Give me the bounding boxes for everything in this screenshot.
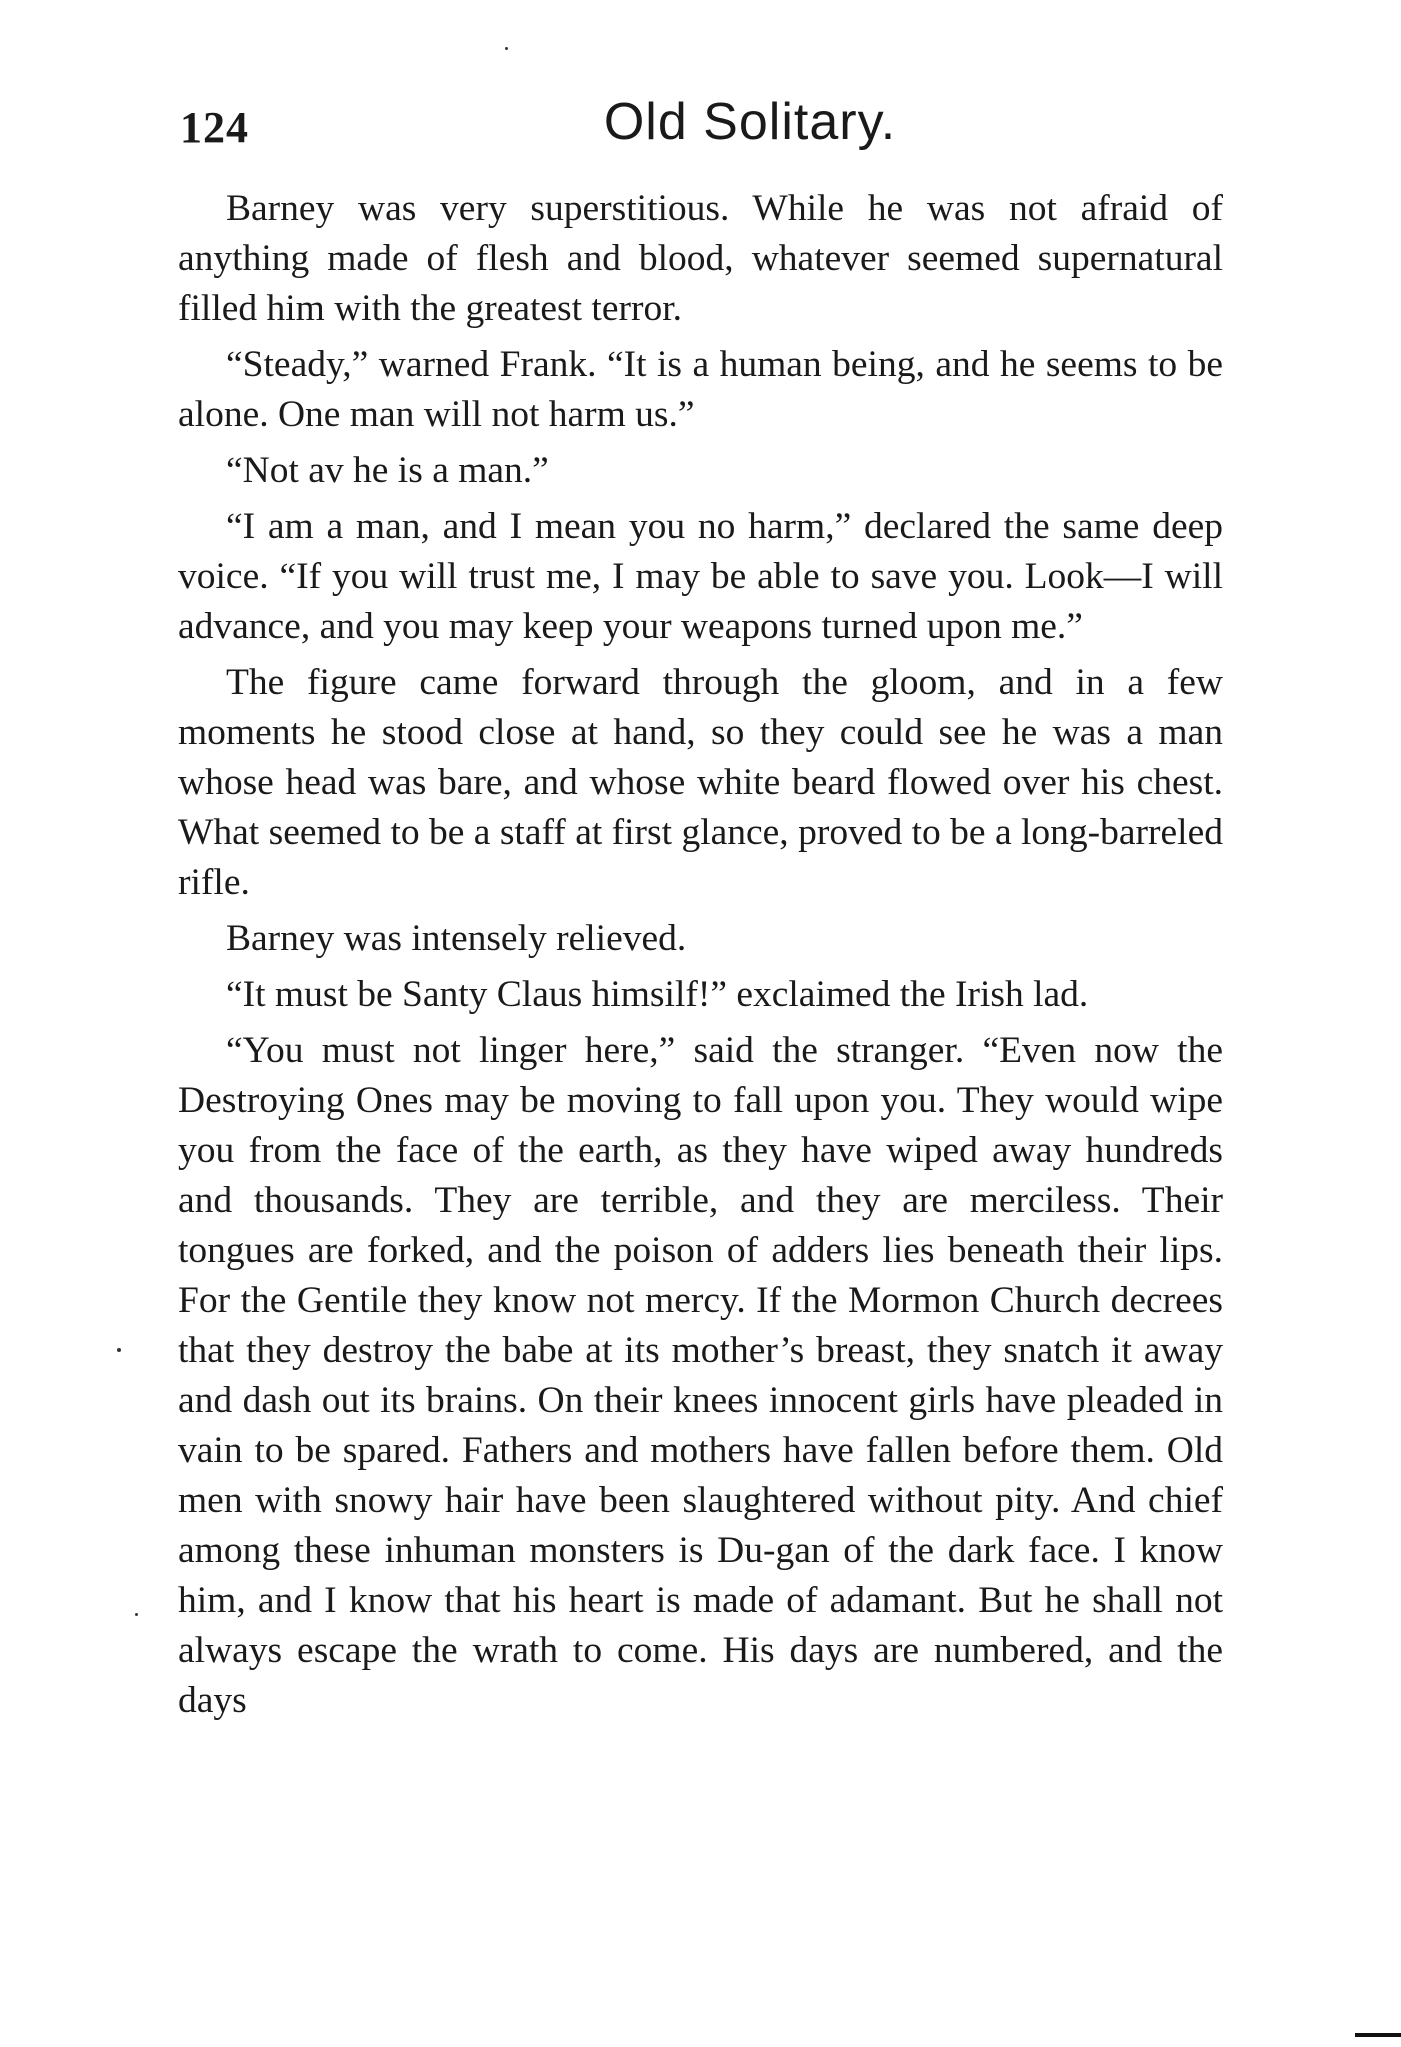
running-title: Old Solitary. (603, 93, 897, 151)
paragraph: “It must be Santy Claus himsilf!” exclaimed the Irish lad. (226, 974, 1089, 1015)
print-speck (135, 1613, 138, 1616)
paragraph: The figure came forward through the gloom, and in a few moments he stood close at hand, so they could see he was a man whose head was bare, and whose white beard flowed over his chest. What seemed to be a staff at first glance, proved to be a long-barreled rifle. (178, 662, 1223, 903)
body-text (178, 184, 1223, 1726)
print-speck (505, 47, 508, 50)
paragraph: “You must not linger here,” said the stranger. “Even now the Destroying Ones may be moving to fall upon you. They would wipe you from the face of the earth, as they have wiped away hundreds and thousands. They are terrible, and they are merciless. Their tongues are forked, and the poison of adders lies beneath their lips. For the Gentile they know not mercy. If the Mormon Church decrees that they destroy the babe at its mother’s breast, they snatch it away and dash out its brains. On their knees innocent girls have pleaded in vain to be spared. Fathers and mothers have fallen before them. Old men with snowy hair have been slaughtered without pity. And chief among these inhuman monsters is Du-gan of the dark face. I know him, and I know that his heart is made of adamant. But he shall not always escape the wrath to come. His days are numbered, and the days (178, 1030, 1223, 1721)
paragraph: “I am a man, and I mean you no harm,” declared the same deep voice. “If you will trust me, I may be able to save you. Look—I will advance, and you may keep your weapons turned upon me.” (178, 506, 1223, 647)
page-edge-mark (1355, 2033, 1401, 2037)
paragraph: “Not av he is a man.” (226, 450, 549, 491)
paragraph: “Steady,” warned Frank. “It is a human being, and he seems to be alone. One man will not harm us.” (178, 344, 1223, 435)
page-header (180, 92, 1230, 162)
paragraph: Barney was intensely relieved. (226, 918, 687, 959)
paragraph: Barney was very superstitious. While he was not afraid of anything made of flesh and blood, whatever seemed supernatural filled him with the greatest terror. (178, 188, 1223, 329)
print-speck (117, 1348, 121, 1352)
page-number: 124 (180, 103, 249, 152)
